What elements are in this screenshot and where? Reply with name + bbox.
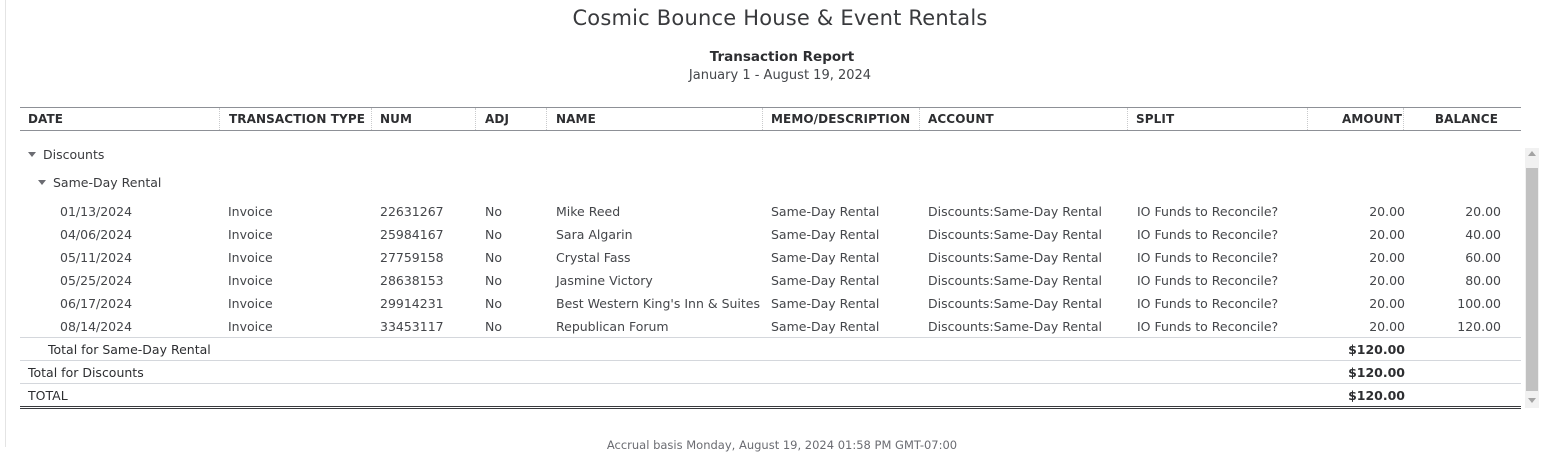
cell-date: 05/25/2024: [60, 273, 133, 288]
column-header-num[interactable]: NUM: [380, 112, 413, 126]
cell-adj: No: [485, 319, 502, 334]
column-divider[interactable]: [371, 108, 372, 130]
column-divider[interactable]: [219, 108, 220, 130]
cell-date: 01/13/2024: [60, 204, 133, 219]
cell-adj: No: [485, 227, 502, 242]
total-same-day-rental-amount[interactable]: $120.00: [1348, 342, 1405, 357]
header-bottom-rule: [20, 130, 1521, 131]
cell-adj: No: [485, 250, 502, 265]
scroll-up-arrow-icon[interactable]: [1528, 151, 1536, 156]
group-label: Discounts: [43, 147, 105, 162]
cell-memo: Same-Day Rental: [771, 250, 880, 265]
cell-amount[interactable]: 20.00: [1369, 319, 1405, 334]
cell-name: Republican Forum: [556, 319, 669, 334]
table-row[interactable]: [20, 223, 1521, 246]
cell-amount[interactable]: 20.00: [1369, 296, 1405, 311]
column-divider[interactable]: [546, 108, 547, 130]
cell-account: Discounts:Same-Day Rental: [928, 204, 1102, 219]
cell-balance[interactable]: 20.00: [1465, 204, 1501, 219]
cell-memo: Same-Day Rental: [771, 319, 880, 334]
column-divider[interactable]: [1307, 108, 1308, 130]
cell-memo: Same-Day Rental: [771, 273, 880, 288]
cell-date: 04/06/2024: [60, 227, 133, 242]
group-label: Same-Day Rental: [53, 175, 162, 190]
grand-total-double-rule: [20, 406, 1521, 409]
column-header-memo[interactable]: MEMO/DESCRIPTION: [771, 112, 911, 126]
header-top-rule: [20, 107, 1521, 108]
caret-down-icon[interactable]: [38, 180, 46, 185]
column-header-amount[interactable]: AMOUNT: [1341, 112, 1402, 126]
cell-account: Discounts:Same-Day Rental: [928, 273, 1102, 288]
cell-name: Jasmine Victory: [556, 273, 653, 288]
cell-num: 25984167: [380, 227, 444, 242]
cell-name: Best Western King's Inn & Suites: [556, 296, 760, 311]
cell-memo: Same-Day Rental: [771, 227, 880, 242]
column-header-balance[interactable]: BALANCE: [1434, 112, 1498, 126]
cell-adj: No: [485, 273, 502, 288]
cell-transaction-type: Invoice: [228, 319, 273, 334]
cell-num: 28638153: [380, 273, 444, 288]
cell-split: IO Funds to Reconcile?: [1137, 296, 1279, 311]
cell-balance[interactable]: 120.00: [1457, 319, 1501, 334]
cell-account: Discounts:Same-Day Rental: [928, 319, 1102, 334]
cell-memo: Same-Day Rental: [771, 296, 880, 311]
divider: [20, 360, 1521, 361]
table-row[interactable]: [20, 246, 1521, 269]
cell-date: 06/17/2024: [60, 296, 133, 311]
grand-total-amount[interactable]: $120.00: [1348, 388, 1405, 403]
group-discounts[interactable]: [28, 147, 104, 162]
divider: [20, 337, 1521, 338]
cell-amount[interactable]: 20.00: [1369, 204, 1405, 219]
cell-num: 33453117: [380, 319, 444, 334]
column-header-transaction-type[interactable]: TRANSACTION TYPE: [229, 112, 366, 126]
divider: [20, 383, 1521, 384]
report-footer: Accrual basis Monday, August 19, 2024 01:58 PM GMT-07:00: [606, 438, 958, 452]
column-header-split[interactable]: SPLIT: [1136, 112, 1175, 126]
scroll-down-arrow-icon[interactable]: [1528, 398, 1536, 403]
company-name: Cosmic Bounce House & Event Rentals: [572, 6, 988, 30]
column-header-adj[interactable]: ADJ: [485, 112, 510, 126]
cell-transaction-type: Invoice: [228, 250, 273, 265]
table-row[interactable]: [20, 292, 1521, 315]
cell-name: Sara Algarin: [556, 227, 633, 242]
cell-amount[interactable]: 20.00: [1369, 227, 1405, 242]
column-divider[interactable]: [1127, 108, 1128, 130]
column-header-account[interactable]: ACCOUNT: [928, 112, 994, 126]
cell-split: IO Funds to Reconcile?: [1137, 204, 1279, 219]
cell-transaction-type: Invoice: [228, 227, 273, 242]
column-divider[interactable]: [1403, 108, 1404, 130]
cell-balance[interactable]: 100.00: [1457, 296, 1501, 311]
cell-transaction-type: Invoice: [228, 273, 273, 288]
table-row[interactable]: [20, 200, 1521, 223]
table-row[interactable]: [20, 315, 1521, 338]
cell-transaction-type: Invoice: [228, 296, 273, 311]
scrollbar-thumb[interactable]: [1526, 168, 1538, 391]
cell-date: 05/11/2024: [60, 250, 133, 265]
cell-account: Discounts:Same-Day Rental: [928, 250, 1102, 265]
cell-num: 29914231: [380, 296, 444, 311]
total-discounts-amount[interactable]: $120.00: [1348, 365, 1405, 380]
cell-transaction-type: Invoice: [228, 204, 273, 219]
cell-balance[interactable]: 60.00: [1465, 250, 1501, 265]
report-title: Transaction Report: [709, 49, 855, 65]
cell-name: Mike Reed: [556, 204, 621, 219]
total-discounts-label: Total for Discounts: [28, 365, 144, 380]
cell-memo: Same-Day Rental: [771, 204, 880, 219]
cell-split: IO Funds to Reconcile?: [1137, 250, 1279, 265]
cell-balance[interactable]: 80.00: [1465, 273, 1501, 288]
grand-total-label: TOTAL: [28, 388, 68, 403]
cell-num: 27759158: [380, 250, 444, 265]
cell-split: IO Funds to Reconcile?: [1137, 273, 1279, 288]
caret-down-icon[interactable]: [28, 152, 36, 157]
cell-name: Crystal Fass: [556, 250, 631, 265]
table-row[interactable]: [20, 269, 1521, 292]
cell-adj: No: [485, 296, 502, 311]
cell-amount[interactable]: 20.00: [1369, 250, 1405, 265]
cell-num: 22631267: [380, 204, 444, 219]
cell-date: 08/14/2024: [60, 319, 133, 334]
group-same-day-rental[interactable]: [38, 175, 161, 190]
column-header-name[interactable]: NAME: [556, 112, 596, 126]
cell-split: IO Funds to Reconcile?: [1137, 227, 1279, 242]
cell-amount[interactable]: 20.00: [1369, 273, 1405, 288]
column-divider[interactable]: [762, 108, 763, 130]
cell-account: Discounts:Same-Day Rental: [928, 296, 1102, 311]
cell-account: Discounts:Same-Day Rental: [928, 227, 1102, 242]
cell-adj: No: [485, 204, 502, 219]
column-divider[interactable]: [475, 108, 476, 130]
column-divider[interactable]: [919, 108, 920, 130]
column-header-date[interactable]: DATE: [28, 112, 64, 126]
report-date-range: January 1 - August 19, 2024: [688, 68, 872, 83]
cell-balance[interactable]: 40.00: [1465, 227, 1501, 242]
total-same-day-rental-label: Total for Same-Day Rental: [48, 342, 211, 357]
cell-split: IO Funds to Reconcile?: [1137, 319, 1279, 334]
